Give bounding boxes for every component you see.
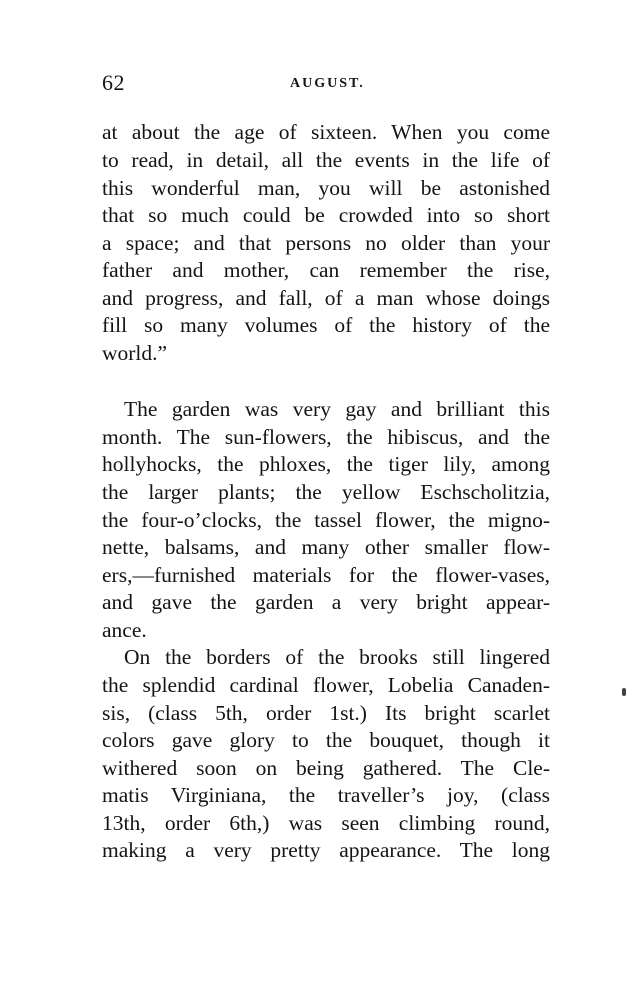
text-line: a space; and that persons no older than your xyxy=(102,231,550,255)
text-line: The garden was very gay and brilliant this xyxy=(124,397,550,421)
text-line: ance. xyxy=(102,618,147,642)
text-line: ers,—furnished materials for the flower-vases, xyxy=(102,563,550,587)
text-line: father and mother, can remember the rise, xyxy=(102,258,550,282)
text-line: hollyhocks, the phloxes, the tiger lily, among xyxy=(102,452,550,476)
text-line: the splendid cardinal flower, Lobelia Canaden- xyxy=(102,673,550,697)
text-line: month. The sun-flowers, the hibiscus, and the xyxy=(102,425,550,449)
text-line: world.” xyxy=(102,341,168,365)
text-line: this wonderful man, you will be astonished xyxy=(102,176,550,200)
text-line: that so much could be crowded into so short xyxy=(102,203,550,227)
text-line: making a very pretty appearance. The long xyxy=(102,838,550,862)
text-line: sis, (class 5th, order 1st.) Its bright scarlet xyxy=(102,701,550,725)
text-line: the larger plants; the yellow Eschscholitzia, xyxy=(102,480,550,504)
text-line: withered soon on being gathered. The Cle- xyxy=(102,756,550,780)
text-line: the four-o’clocks, the tassel flower, the migno- xyxy=(102,508,550,532)
text-line: at about the age of sixteen. When you come xyxy=(102,120,550,144)
ink-speck xyxy=(622,688,626,696)
page-header xyxy=(102,70,552,100)
text-line: fill so many volumes of the history of the xyxy=(102,313,550,337)
text-line: matis Virginiana, the traveller’s joy, (class xyxy=(102,783,550,807)
text-line: nette, balsams, and many other smaller flow- xyxy=(102,535,550,559)
page-number: 62 xyxy=(102,70,125,95)
text-line: to read, in detail, all the events in the life of xyxy=(102,148,550,172)
running-head: AUGUST. xyxy=(290,76,365,91)
text-line: On the borders of the brooks still lingered xyxy=(124,645,550,669)
text-line: colors gave glory to the bouquet, though it xyxy=(102,728,550,752)
text-line: and gave the garden a very bright appear- xyxy=(102,590,550,614)
text-line: and progress, and fall, of a man whose doings xyxy=(102,286,550,310)
text-line: 13th, order 6th,) was seen climbing round, xyxy=(102,811,550,835)
